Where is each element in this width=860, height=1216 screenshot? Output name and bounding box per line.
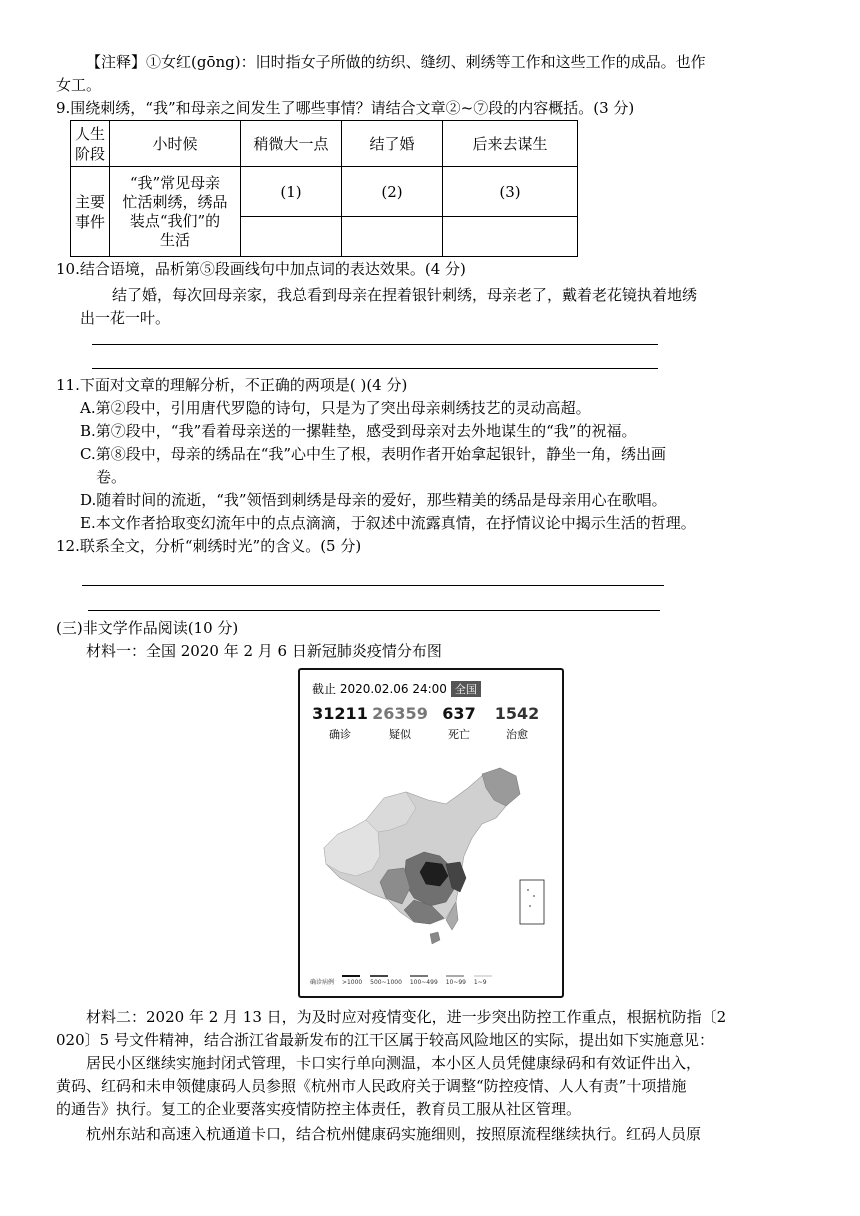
- answer-line[interactable]: [92, 344, 658, 345]
- paragraph-1-line-1: 居民小区继续实施封闭式管理，卡口实行单向测温，本小区人员凭健康绿码和有效证件出入，: [86, 1054, 702, 1072]
- option-d: D.随着时间的流逝，“我”领悟到刺绣是母亲的爱好，那些精美的绣品是母亲用心在歌唱。: [80, 491, 667, 509]
- paragraph-1-line-2: 黄码、红码和未申领健康码人员参照《杭州市人民政府关于调整“防控疫情、人人有责”十项措施: [56, 1077, 687, 1095]
- map-date: 截止 2020.02.06 24:00: [312, 682, 447, 696]
- stat-confirmed-number: 31211: [312, 704, 368, 723]
- stat-recovered-number: 1542: [494, 704, 540, 723]
- legend-title: 确诊病例: [310, 979, 335, 986]
- table-row-label: 主要 事件: [71, 167, 110, 257]
- blank-3: (3): [443, 167, 578, 217]
- material-2-line-2: 020〕5 号文件精神，结合浙江省最新发布的江干区属于较高风险地区的实际，提出如下实施意见：: [56, 1031, 714, 1049]
- option-e: E.本文作者拾取变幻流年中的点点滴滴，于叙述中流露真情，在抒情议论中揭示生活的哲理。: [80, 514, 696, 532]
- question-9-table: [70, 120, 578, 257]
- option-b: B.第⑦段中，“我”看着母亲送的一摞鞋垫，感受到母亲对去外地谋生的“我”的祝福。: [80, 422, 637, 440]
- blank-2: (2): [342, 167, 443, 217]
- material-1-caption: 材料一：全国 2020 年 2 月 6 日新冠肺炎疫情分布图: [86, 642, 442, 660]
- table-header-childhood: 小时候: [110, 121, 241, 167]
- legend-swatch: [446, 975, 464, 977]
- map-scope-tag: 全国: [451, 681, 481, 697]
- answer-line[interactable]: [92, 368, 658, 369]
- paragraph-1-line-3: 的通告》执行。复工的企业要落实疫情防控主体责任，教育员工服从社区管理。: [56, 1100, 582, 1118]
- table-header-work: 后来去谋生: [443, 121, 578, 167]
- option-c-cont: 卷。: [96, 468, 127, 486]
- question-9: 9.围绕刺绣，“我”和母亲之间发生了哪些事情？请结合文章②~⑦段的内容概括。(3 分): [56, 99, 635, 117]
- legend-item: >1000: [342, 972, 362, 986]
- blank-1: (1): [241, 167, 342, 217]
- stat-deaths: [434, 704, 484, 742]
- stat-deaths-number: 637: [442, 704, 476, 723]
- stat-recovered-label: 治愈: [506, 728, 528, 741]
- legend-item: 100~499: [410, 972, 438, 986]
- question-12: 12.联系全文，分析“刺绣时光”的含义。(5 分): [56, 537, 362, 555]
- legend-swatch: [410, 975, 428, 977]
- blank-1-answer[interactable]: [241, 217, 342, 257]
- stat-suspected-number: 26359: [372, 704, 428, 723]
- stat-deaths-label: 死亡: [448, 728, 470, 741]
- stat-recovered: [490, 704, 544, 742]
- note-line-2: 女工。: [56, 76, 102, 94]
- legend-swatch: [370, 975, 388, 977]
- note-line-1: 【注释】①女红(gōng)：旧时指女子所做的纺织、缝纫、刺绣等工作和这些工作的成品。也作: [86, 53, 706, 71]
- legend-swatch: [342, 975, 360, 977]
- stat-suspected: [370, 704, 430, 742]
- blank-3-answer[interactable]: [443, 217, 578, 257]
- answer-line[interactable]: [82, 585, 664, 586]
- legend-item: 10~99: [446, 972, 466, 986]
- table-header-married: 结了婚: [342, 121, 443, 167]
- q10-quote-2: 出一花一叶。: [80, 309, 171, 327]
- blank-2-answer[interactable]: [342, 217, 443, 257]
- legend-item: 1~9: [474, 972, 492, 986]
- map-header: [312, 680, 481, 697]
- china-map-image: [306, 760, 554, 965]
- legend-swatch: [474, 975, 492, 977]
- legend-item: 500~1000: [370, 972, 402, 986]
- option-a: A.第②段中，引用唐代罗隐的诗句，只是为了突出母亲刺绣技艺的灵动高超。: [80, 399, 591, 417]
- epidemic-map-figure: [298, 668, 564, 998]
- answer-line[interactable]: [88, 610, 660, 611]
- stat-confirmed: [310, 704, 370, 742]
- table-cell-childhood: “我”常见母亲 忙活刺绣，绣品 装点“我们”的 生活: [110, 167, 241, 257]
- material-2-line-1: 材料二：2020 年 2 月 13 日，为及时应对疫情变化，进一步突出防控工作重点，根据杭防指〔2: [86, 1008, 727, 1026]
- paragraph-2-line-1: 杭州东站和高速入杭通道卡口，结合杭州健康码实施细则，按照原流程继续执行。红码人员原: [86, 1125, 702, 1143]
- stat-confirmed-label: 确诊: [329, 728, 351, 741]
- table-header-older: 稍微大一点: [241, 121, 342, 167]
- table-header-stage: 人生 阶段: [71, 121, 110, 167]
- question-10: 10.结合语境，品析第⑤段画线句中加点词的表达效果。(4 分): [56, 260, 466, 278]
- section-3-heading: (三)非文学作品阅读(10 分): [56, 619, 239, 637]
- map-legend: [310, 972, 498, 986]
- question-11: 11.下面对文章的理解分析，不正确的两项是( )(4 分): [56, 376, 408, 394]
- option-c: C.第⑧段中，母亲的绣品在“我”心中生了根，表明作者开始拿起银针，静坐一角，绣出画: [80, 445, 667, 463]
- q10-quote-1: 结了婚，每次回母亲家，我总看到母亲在捏着银针刺绣，母亲老了，戴着老花镜执着地绣: [112, 286, 698, 304]
- stat-suspected-label: 疑似: [389, 728, 411, 741]
